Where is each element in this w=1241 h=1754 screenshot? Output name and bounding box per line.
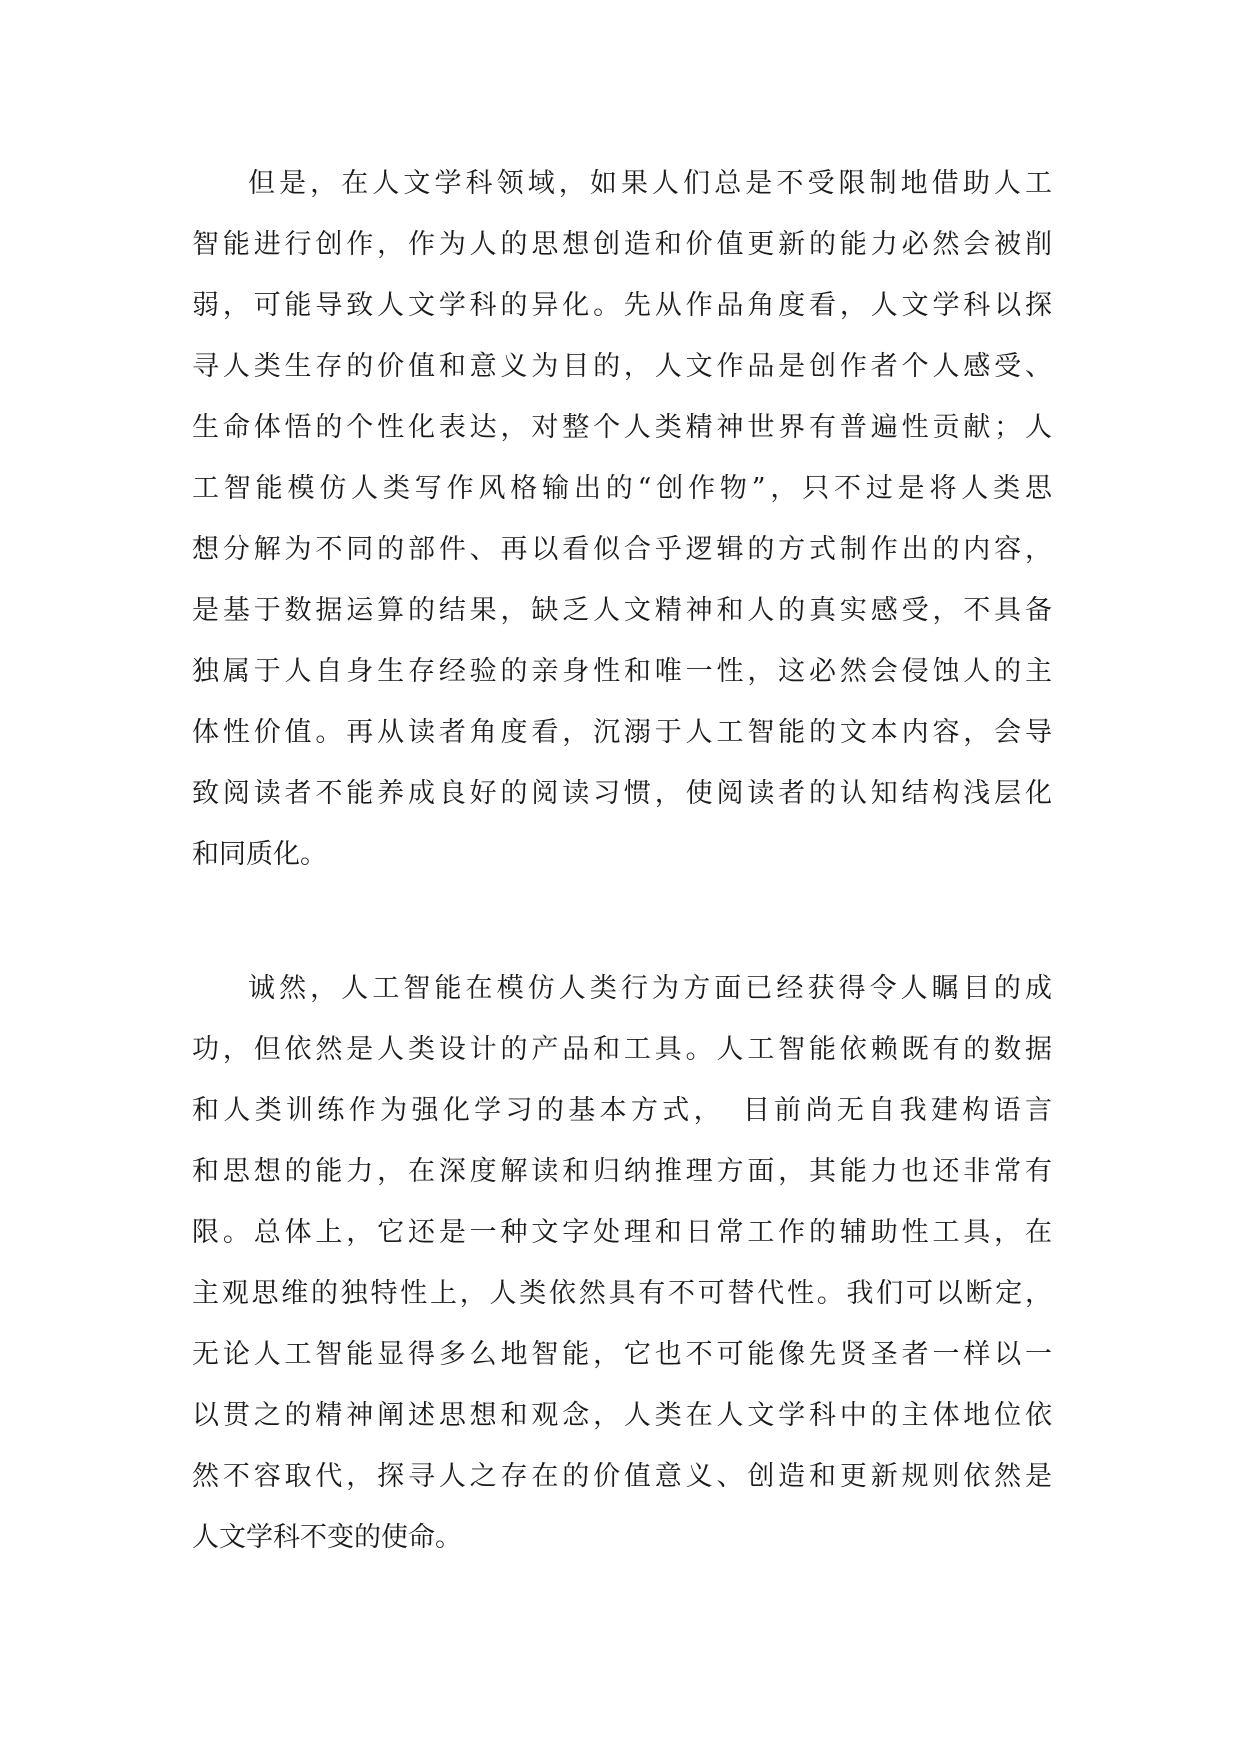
paragraph-line: 但是，在人文学科领域，如果人们总是不受限制地借助人工 xyxy=(248,168,1052,199)
paragraph-line: 致阅读者不能养成良好的阅读习惯，使阅读者的认知结构浅层化 xyxy=(192,778,1052,809)
paragraph-line: 然不容取代，探寻人之存在的价值意义、创造和更新规则依然是 xyxy=(192,1461,1052,1492)
paragraph-line: 弱，可能导致人文学科的异化。先从作品角度看，人文学科以探 xyxy=(192,290,1052,321)
paragraph-line: 功，但依然是人类设计的产品和工具。人工智能依赖既有的数据 xyxy=(192,1034,1052,1065)
paragraph-line: 和同质化。 xyxy=(192,839,327,870)
paragraph-line: 人文学科不变的使命。 xyxy=(192,1522,462,1553)
paragraph-line: 独属于人自身生存经验的亲身性和唯一性，这必然会侵蚀人的主 xyxy=(192,656,1052,687)
paragraph-line: 诚然，人工智能在模仿人类行为方面已经获得令人瞩目的成 xyxy=(248,973,1052,1004)
paragraph-line: 是基于数据运算的结果，缺乏人文精神和人的真实感受，不具备 xyxy=(192,595,1052,626)
paragraph-line: 无论人工智能显得多么地智能，它也不可能像先贤圣者一样以一 xyxy=(192,1339,1052,1370)
paragraph-line: 体性价值。再从读者角度看，沉溺于人工智能的文本内容，会导 xyxy=(192,717,1052,748)
paragraph-line: 和人类训练作为强化学习的基本方式， 目前尚无自我建构语言 xyxy=(192,1095,1052,1126)
paragraph-line: 和思想的能力，在深度解读和归纳推理方面，其能力也还非常有 xyxy=(192,1156,1052,1187)
paragraph-line: 以贯之的精神阐述思想和观念，人类在人文学科中的主体地位依 xyxy=(192,1400,1052,1431)
paragraph-line: 想分解为不同的部件、再以看似合乎逻辑的方式制作出的内容， xyxy=(192,534,1052,565)
paragraph-1 xyxy=(192,153,1052,885)
paragraph-line: 工智能模仿人类写作风格输出的“创作物”，只不过是将人类思 xyxy=(192,473,1052,504)
paragraph-2 xyxy=(192,958,1052,1568)
paragraph-line: 智能进行创作，作为人的思想创造和价值更新的能力必然会被削 xyxy=(192,229,1052,260)
paragraph-line: 限。总体上，它还是一种文字处理和日常工作的辅助性工具，在 xyxy=(192,1217,1052,1248)
paragraph-line: 生命体悟的个性化表达，对整个人类精神世界有普遍性贡献；人 xyxy=(192,412,1052,443)
paragraph-line: 主观思维的独特性上，人类依然具有不可替代性。我们可以断定， xyxy=(192,1278,1052,1309)
paragraph-line: 寻人类生存的价值和意义为目的，人文作品是创作者个人感受、 xyxy=(192,351,1052,382)
